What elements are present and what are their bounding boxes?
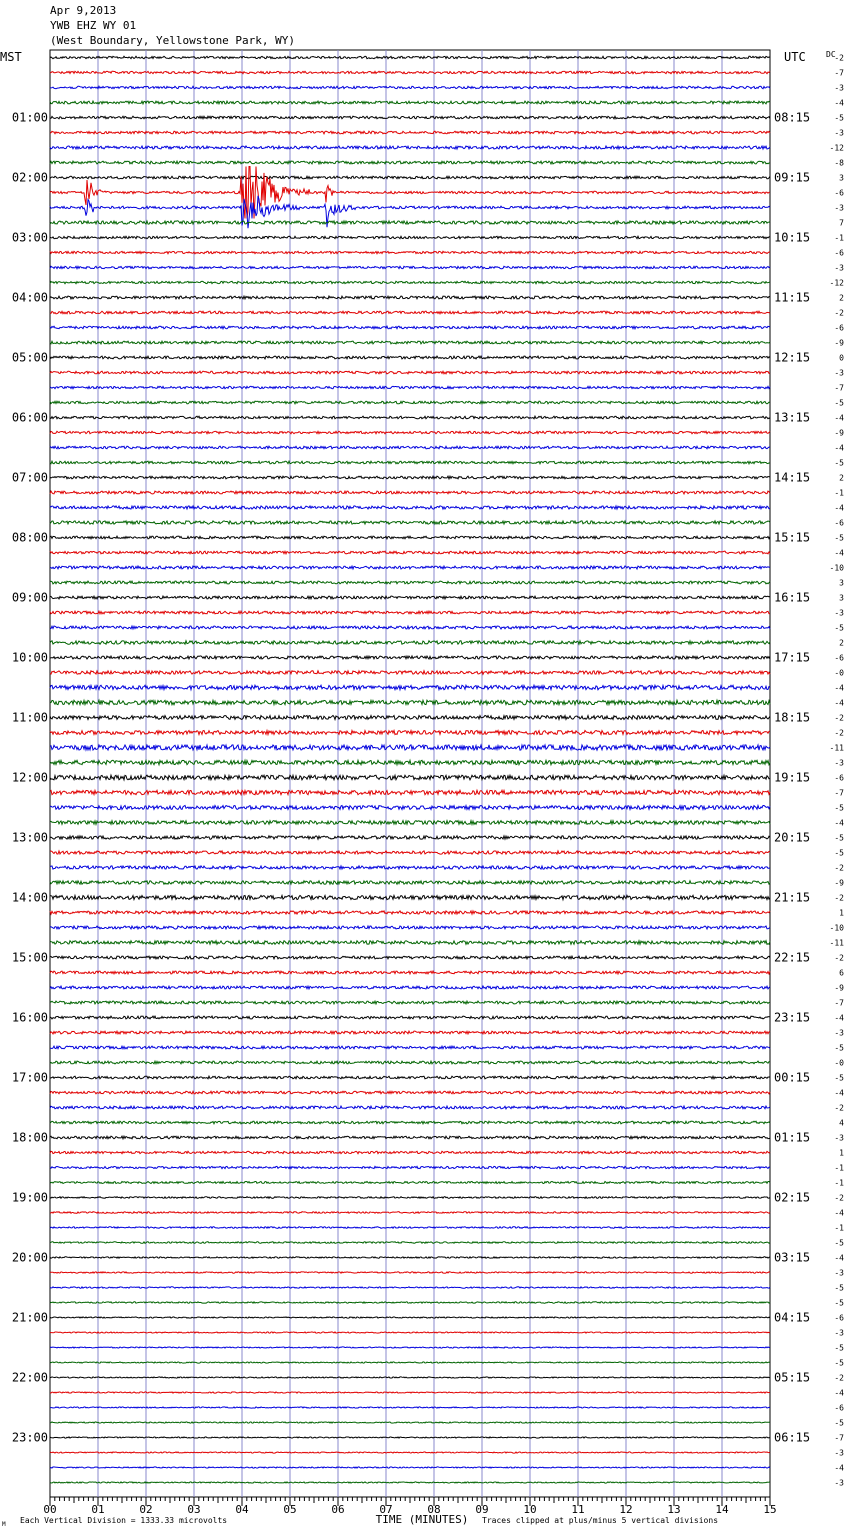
hour-label-mst: 02:00 — [11, 170, 48, 185]
trace-line — [50, 1242, 770, 1244]
dc-offset-label: 3 — [839, 578, 844, 588]
trace-line — [50, 551, 770, 554]
dc-offset-label: -5 — [834, 1283, 844, 1293]
trace-line — [50, 926, 770, 929]
dc-offset-label: -2 — [834, 893, 844, 903]
dc-offset-label: -12 — [829, 278, 844, 288]
hour-label-utc: 16:15 — [774, 590, 811, 605]
trace-line — [50, 1197, 770, 1199]
hour-label-utc: 03:15 — [774, 1250, 811, 1265]
dc-offset-label: -3 — [834, 608, 844, 618]
dc-offset-label: -3 — [834, 1478, 844, 1488]
trace-line — [50, 1212, 770, 1214]
trace-line — [50, 1182, 770, 1184]
dc-offset-label: -1 — [834, 1163, 844, 1173]
dc-offset-label: -6 — [834, 1403, 844, 1413]
trace-line — [50, 476, 770, 479]
dc-offset-label: -5 — [834, 1043, 844, 1053]
trace-line — [50, 1257, 770, 1258]
dc-offset-label: -9 — [834, 983, 844, 993]
trace-line — [50, 851, 770, 854]
trace-line — [50, 326, 770, 329]
dc-offset-label: -5 — [834, 1358, 844, 1368]
trace-line — [50, 281, 770, 283]
trace-line — [50, 911, 770, 914]
trace-line — [50, 971, 770, 974]
trace-line — [50, 371, 770, 374]
trace-line — [50, 731, 770, 735]
dc-offset-label: -5 — [834, 1073, 844, 1083]
dc-offset-label: -4 — [834, 1013, 844, 1023]
dc-offset-label: -4 — [834, 503, 844, 513]
trace-line — [50, 131, 770, 134]
trace-line — [50, 416, 770, 419]
trace-line — [50, 1046, 770, 1049]
hour-label-utc: 13:15 — [774, 410, 811, 425]
trace-line — [50, 296, 770, 299]
dc-offset-label: -6 — [834, 518, 844, 528]
dc-offset-label: -1 — [834, 1223, 844, 1233]
dc-offset-label: -11 — [829, 938, 844, 948]
trace-line — [50, 116, 770, 119]
hour-label-mst: 20:00 — [11, 1250, 48, 1265]
dc-offset-label: 0 — [839, 353, 844, 363]
dc-offset-label: 2 — [839, 638, 844, 648]
trace-line — [50, 745, 770, 750]
hour-label-mst: 22:00 — [11, 1370, 48, 1385]
trace-line — [50, 86, 770, 88]
dc-offset-label: -7 — [834, 788, 844, 798]
trace-line — [50, 1106, 770, 1109]
hour-label-utc: 06:15 — [774, 1430, 811, 1445]
dc-offset-label: 7 — [839, 218, 844, 228]
dc-offset-label: -4 — [834, 818, 844, 828]
trace-line — [50, 56, 770, 58]
trace-line — [50, 491, 770, 494]
hour-label-utc: 14:15 — [774, 470, 811, 485]
hour-label-utc: 08:15 — [774, 110, 811, 125]
trace-line — [50, 1272, 770, 1273]
dc-offset-label: -4 — [834, 1088, 844, 1098]
hour-label-utc: 12:15 — [774, 350, 811, 365]
dc-offset-label: -12 — [829, 143, 844, 153]
x-axis-title: TIME (MINUTES) — [375, 1513, 469, 1526]
dc-offset-label: -4 — [834, 1388, 844, 1398]
trace-line — [50, 895, 770, 899]
dc-offset-label: 4 — [839, 1118, 844, 1128]
trace-line — [50, 1287, 770, 1288]
trace-line — [50, 176, 770, 179]
trace-line — [50, 251, 770, 253]
trace-line — [50, 1227, 770, 1229]
trace-line — [50, 790, 770, 794]
hour-label-utc: 02:15 — [774, 1190, 811, 1205]
dc-offset-label: -5 — [834, 1238, 844, 1248]
trace-line — [50, 401, 770, 404]
trace-line — [50, 656, 770, 659]
x-tick-label: 01 — [91, 1503, 105, 1516]
x-tick-label: 15 — [763, 1503, 777, 1516]
trace-line — [50, 101, 770, 104]
dc-offset-label: 1 — [839, 1148, 844, 1158]
trace-line — [50, 1377, 770, 1378]
trace-line — [50, 581, 770, 584]
trace-line — [50, 266, 770, 268]
hour-label-utc: 09:15 — [774, 170, 811, 185]
trace-line — [50, 146, 770, 149]
trace-line — [50, 775, 770, 780]
dc-offset-label: -3 — [834, 368, 844, 378]
trace-line — [50, 611, 770, 614]
dc-offset-label: -2 — [834, 953, 844, 963]
hour-label-mst: 03:00 — [11, 230, 48, 245]
hour-label-mst: 19:00 — [11, 1190, 48, 1205]
trace-line — [50, 221, 770, 224]
trace-line — [50, 716, 770, 720]
hour-label-mst: 05:00 — [11, 350, 48, 365]
hour-label-mst: 09:00 — [11, 590, 48, 605]
hour-label-mst: 14:00 — [11, 890, 48, 905]
dc-offset-label: -0 — [834, 1058, 844, 1068]
trace-line — [50, 536, 770, 539]
trace-line — [50, 1302, 770, 1303]
trace-line — [50, 311, 770, 314]
hour-label-utc: 15:15 — [774, 530, 811, 545]
dc-offset-label: -9 — [834, 338, 844, 348]
x-tick-label: 14 — [715, 1503, 729, 1516]
dc-offset-label: -7 — [834, 383, 844, 393]
hour-label-utc: 20:15 — [774, 830, 811, 845]
hour-label-utc: 18:15 — [774, 710, 811, 725]
hour-label-mst: 21:00 — [11, 1310, 48, 1325]
dc-offset-label: -2 — [834, 308, 844, 318]
trace-line — [50, 386, 770, 388]
hour-label-utc: 19:15 — [774, 770, 811, 785]
hour-label-utc: 10:15 — [774, 230, 811, 245]
dc-offset-label: 2 — [839, 473, 844, 483]
x-tick-label: 02 — [139, 1503, 153, 1516]
x-tick-label: 13 — [667, 1503, 681, 1516]
dc-offset-label: -7 — [834, 1433, 844, 1443]
x-tick-label: 12 — [619, 1503, 633, 1516]
x-tick-label: 07 — [379, 1503, 393, 1516]
dc-offset-label: -4 — [834, 698, 844, 708]
trace-line — [50, 1422, 770, 1423]
trace-line — [50, 1452, 770, 1453]
dc-offset-label: -3 — [834, 1328, 844, 1338]
trace-line — [50, 836, 770, 839]
trace-line — [50, 521, 770, 524]
dc-offset-label: -4 — [834, 1253, 844, 1263]
dc-offset-label: -5 — [834, 113, 844, 123]
hour-label-mst: 23:00 — [11, 1430, 48, 1445]
dc-offset-label: -2 — [834, 863, 844, 873]
dc-offset-label: -5 — [834, 623, 844, 633]
dc-offset-label: -7 — [834, 68, 844, 78]
dc-offset-label: -3 — [834, 83, 844, 93]
dc-offset-label: -11 — [829, 743, 844, 753]
hour-label-utc: 04:15 — [774, 1310, 811, 1325]
x-tick-label: 09 — [475, 1503, 489, 1516]
trace-line — [50, 1121, 770, 1124]
trace-line — [50, 566, 770, 569]
hour-label-mst: 13:00 — [11, 830, 48, 845]
trace-line — [50, 641, 770, 644]
dc-offset-label: -3 — [834, 758, 844, 768]
dc-offset-label: -1 — [834, 233, 844, 243]
trace-line — [50, 596, 770, 599]
trace-line — [50, 431, 770, 433]
trace-line — [50, 1016, 770, 1019]
dc-offset-label: -6 — [834, 653, 844, 663]
trace-line — [50, 986, 770, 989]
dc-offset-label: -3 — [834, 1268, 844, 1278]
trace-line — [50, 1482, 770, 1483]
x-tick-label: 03 — [187, 1503, 201, 1516]
dc-offset-label: -4 — [834, 548, 844, 558]
trace-line — [50, 1091, 770, 1094]
traces-layer — [50, 56, 770, 1483]
dc-offset-label: 1 — [839, 908, 844, 918]
hour-label-utc: 11:15 — [774, 290, 811, 305]
trace-line — [50, 506, 770, 509]
x-tick-label: 00 — [43, 1503, 57, 1516]
dc-offset-label: -0 — [834, 668, 844, 678]
trace-line — [50, 1001, 770, 1004]
dc-offset-label: -5 — [834, 458, 844, 468]
dc-offset-label: -5 — [834, 1298, 844, 1308]
dc-offset-label: -2 — [834, 1103, 844, 1113]
x-tick-label: 11 — [571, 1503, 585, 1516]
hour-label-mst: 10:00 — [11, 650, 48, 665]
hour-label-utc: 05:15 — [774, 1370, 811, 1385]
clip-note: Traces clipped at plus/minus 5 vertical divisions — [482, 1516, 719, 1525]
trace-line — [50, 71, 770, 73]
dc-offset-label: -4 — [834, 1463, 844, 1473]
dc-offset-label: -3 — [834, 128, 844, 138]
hour-label-mst: 18:00 — [11, 1130, 48, 1145]
hour-label-utc: 01:15 — [774, 1130, 811, 1145]
dc-offset-label: -6 — [834, 323, 844, 333]
trace-line — [50, 1347, 770, 1348]
hour-label-mst: 01:00 — [11, 110, 48, 125]
dc-offset-label: -5 — [834, 1418, 844, 1428]
dc-offset-label: -2 — [834, 728, 844, 738]
trace-line — [50, 1362, 770, 1363]
dc-offset-label: -4 — [834, 1208, 844, 1218]
dc-offset-label: -6 — [834, 188, 844, 198]
dc-offset-label: -10 — [829, 923, 844, 933]
dc-offset-label: -10 — [829, 563, 844, 573]
trace-line — [50, 1332, 770, 1333]
hour-label-mst: 06:00 — [11, 410, 48, 425]
trace-line — [50, 356, 770, 359]
dc-offset-label: -4 — [834, 683, 844, 693]
hour-label-mst: 17:00 — [11, 1070, 48, 1085]
trace-line — [50, 760, 770, 764]
dc-offset-label: -5 — [834, 1343, 844, 1353]
x-tick-label: 06 — [331, 1503, 345, 1516]
dc-offset-label: -1 — [834, 1178, 844, 1188]
dc-offset-label: -5 — [834, 833, 844, 843]
dc-offset-label: -4 — [834, 413, 844, 423]
trace-line — [50, 866, 770, 869]
dc-offset-label: -3 — [834, 1448, 844, 1458]
trace-line — [50, 671, 770, 674]
dc-offset-label: 6 — [839, 968, 844, 978]
scale-note: Each Vertical Division = 1333.33 microvolts — [20, 1516, 228, 1525]
dc-offset-label: -6 — [834, 1313, 844, 1323]
dc-offset-label: -8 — [834, 158, 844, 168]
trace-line — [50, 941, 770, 945]
dc-offset-label: 3 — [839, 173, 844, 183]
hour-label-mst: 11:00 — [11, 710, 48, 725]
x-tick-label: 08 — [427, 1503, 441, 1516]
x-tick-label: 04 — [235, 1503, 249, 1516]
trace-line — [50, 446, 770, 449]
utc-axis-title: UTC — [784, 50, 806, 64]
dc-offset-label: -6 — [834, 773, 844, 783]
mst-axis-title: MST — [0, 50, 22, 64]
trace-line — [50, 236, 770, 238]
hour-label-mst: 07:00 — [11, 470, 48, 485]
dc-offset-label: -6 — [834, 248, 844, 258]
hour-label-utc: 23:15 — [774, 1010, 811, 1025]
trace-line — [50, 821, 770, 825]
trace-line — [50, 1076, 770, 1079]
hour-label-mst: 16:00 — [11, 1010, 48, 1025]
dc-offset-label: -7 — [834, 998, 844, 1008]
x-tick-label: 10 — [523, 1503, 537, 1516]
dc-offset-label: -2 — [834, 1373, 844, 1383]
hour-label-mst: 12:00 — [11, 770, 48, 785]
hour-label-utc: 17:15 — [774, 650, 811, 665]
header-station: YWB EHZ WY 01 — [50, 19, 137, 32]
x-tick-label: 05 — [283, 1503, 297, 1516]
dc-offset-label: -5 — [834, 533, 844, 543]
hour-label-mst: 15:00 — [11, 950, 48, 965]
dc-offset-label: -9 — [834, 428, 844, 438]
dc-offset-label: -2 — [834, 53, 844, 63]
dc-offset-label: -5 — [834, 398, 844, 408]
dc-offset-label: -3 — [834, 1133, 844, 1143]
trace-line — [50, 1166, 770, 1168]
trace-line — [50, 1317, 770, 1318]
dc-offset-label: -5 — [834, 848, 844, 858]
trace-line — [50, 1136, 770, 1139]
dc-axis-title: DC — [826, 50, 836, 59]
dc-offset-label: -3 — [834, 1028, 844, 1038]
trace-line — [50, 161, 770, 164]
trace-line — [50, 1061, 770, 1064]
header-location: (West Boundary, Yellowstone Park, WY) — [50, 34, 296, 47]
hour-label-utc: 22:15 — [774, 950, 811, 965]
trace-line — [50, 1392, 770, 1393]
trace-line — [50, 1151, 770, 1153]
hour-label-mst: 04:00 — [11, 290, 48, 305]
trace-line — [50, 461, 770, 464]
dc-offset-label: -2 — [834, 1193, 844, 1203]
dc-offset-label: -1 — [834, 488, 844, 498]
trace-line — [50, 167, 770, 219]
hour-label-utc: 00:15 — [774, 1070, 811, 1085]
dc-offset-label: -3 — [834, 263, 844, 273]
dc-offset-label: 3 — [839, 593, 844, 603]
dc-offset-label: -9 — [834, 878, 844, 888]
dc-offset-label: -4 — [834, 443, 844, 453]
trace-line — [50, 341, 770, 344]
trace-line — [50, 1031, 770, 1034]
trace-line — [50, 685, 770, 689]
labels-layer — [0, 50, 844, 1528]
header-date: Apr 9,2013 — [50, 4, 117, 17]
hour-label-mst: 08:00 — [11, 530, 48, 545]
trace-line — [50, 1407, 770, 1408]
trace-line — [50, 626, 770, 629]
trace-line — [50, 1467, 770, 1468]
trace-line — [50, 881, 770, 884]
dc-offset-label: -3 — [834, 203, 844, 213]
dc-offset-label: -4 — [834, 98, 844, 108]
corner-mark: M — [2, 1521, 6, 1528]
dc-offset-label: -2 — [834, 713, 844, 723]
hour-label-utc: 21:15 — [774, 890, 811, 905]
dc-offset-label: -5 — [834, 803, 844, 813]
trace-line — [50, 700, 770, 704]
trace-line — [50, 956, 770, 959]
trace-line — [50, 1437, 770, 1438]
dc-offset-label: 2 — [839, 293, 844, 303]
trace-line — [50, 806, 770, 810]
